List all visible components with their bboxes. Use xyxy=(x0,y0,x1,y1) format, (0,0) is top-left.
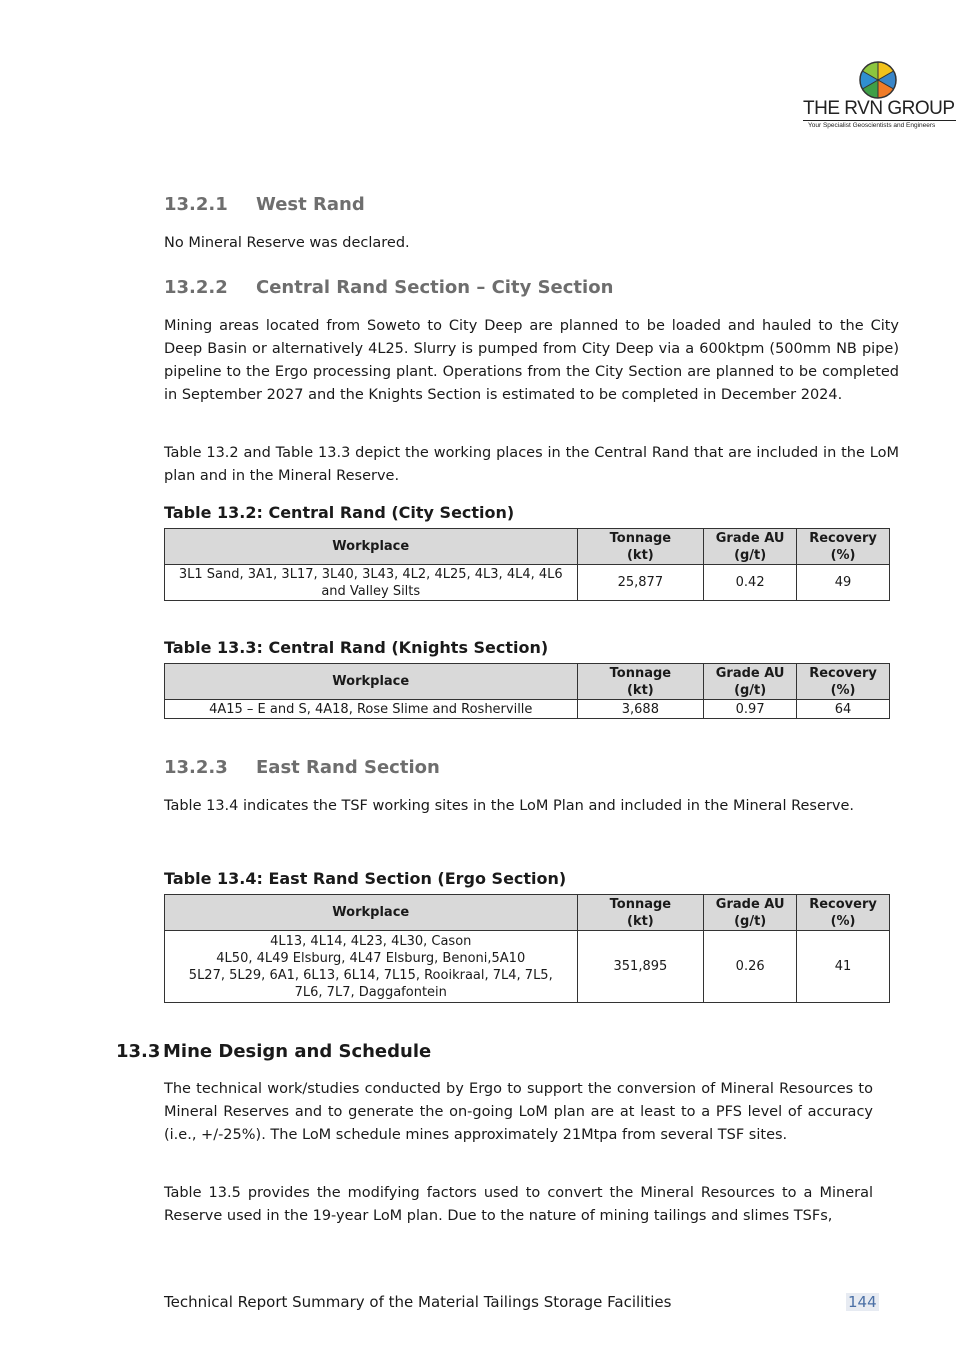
section-number: 13.2.2 xyxy=(164,277,228,298)
header-recovery: Recovery (%) xyxy=(797,664,890,700)
rvn-logo-icon xyxy=(858,60,898,100)
header-grade: Grade AU (g/t) xyxy=(704,664,797,700)
cell-grade: 0.97 xyxy=(704,700,797,719)
page-number: 144 xyxy=(848,1293,877,1311)
heading-13-2-1 xyxy=(164,194,365,215)
header-recovery: Recovery (%) xyxy=(797,529,890,565)
company-logo xyxy=(800,60,960,135)
section-title: Mine Design and Schedule xyxy=(163,1041,432,1062)
table-13-4-caption: Table 13.4: East Rand Section (Ergo Section) xyxy=(164,869,567,888)
cell-recovery: 41 xyxy=(797,931,890,1003)
table-13-2-caption: Table 13.2: Central Rand (City Section) xyxy=(164,503,515,522)
cell-recovery: 49 xyxy=(797,565,890,601)
section-number: 13.3 xyxy=(116,1041,161,1062)
section-title: Central Rand Section – City Section xyxy=(256,277,614,298)
table-row xyxy=(165,565,890,601)
table-13-4 xyxy=(164,894,890,1003)
mine-design-paragraph-1: The technical work/studies conducted by Ergo to support the conversion of Mineral Resources to Mineral Reserves and to generate the on-going LoM plan are at least to a PFS level of accuracy (i.e., +/-25%). The LoM schedule mines approximately 21Mtpa from several TSF sites. xyxy=(164,1081,873,1143)
section-title: West Rand xyxy=(256,194,365,215)
section-number: 13.2.3 xyxy=(164,757,228,778)
section-number: 13.2.1 xyxy=(164,194,228,215)
heading-13-2-2 xyxy=(164,277,613,298)
mine-design-paragraph-2: Table 13.5 provides the modifying factors used to convert the Mineral Resources to a Mineral Reserve used in the 19-year LoM plan. Due to the nature of mining tailings and slimes TSFs, xyxy=(164,1185,873,1224)
central-rand-paragraph-2: Table 13.2 and Table 13.3 depict the working places in the Central Rand that are included in the LoM plan and in the Mineral Reserve. xyxy=(164,445,899,484)
table-13-3-caption: Table 13.3: Central Rand (Knights Section) xyxy=(164,638,549,657)
central-rand-paragraph-1: Mining areas located from Soweto to City Deep are planned to be loaded and hauled to the City Deep Basin or alternatively 4L25. Slurry is pumped from City Deep via a 600ktpm (500mm NB pipe) pipeline to the Ergo processing plant. Operations from the City Section are planned to be completed in September 2027 and the Knights Section is estimated to be completed in December 2024. xyxy=(164,318,899,403)
heading-13-2-3 xyxy=(164,757,440,778)
cell-workplace: 4L13, 4L14, 4L23, 4L30, Cason 4L50, 4L49 Elsburg, 4L47 Elsburg, Benoni,5A10 5L27, 5L29, 6A1, 6L13, 6L14, 7L15, Rooikraal, 7L4, 7L5, 7L6, 7L7, Daggafontein xyxy=(165,931,578,1003)
cell-workplace: 3L1 Sand, 3A1, 3L17, 3L40, 3L43, 4L2, 4L25, 4L3, 4L4, 4L6 and Valley Silts xyxy=(165,565,578,601)
cell-grade: 0.42 xyxy=(704,565,797,601)
section-title: East Rand Section xyxy=(256,757,440,778)
header-tonnage: Tonnage (kt) xyxy=(577,895,704,931)
header-recovery: Recovery (%) xyxy=(797,895,890,931)
logo-brand: THE RVN GROUP xyxy=(803,98,955,119)
footer-title: Technical Report Summary of the Material Tailings Storage Facilities xyxy=(164,1293,672,1311)
logo-tagline: Your Specialist Geoscientists and Engineers xyxy=(808,122,936,129)
east-rand-paragraph: Table 13.4 indicates the TSF working sites in the LoM Plan and included in the Mineral Reserve. xyxy=(164,798,854,814)
header-tonnage: Tonnage (kt) xyxy=(577,529,704,565)
cell-tonnage: 25,877 xyxy=(577,565,704,601)
cell-tonnage: 3,688 xyxy=(577,700,704,719)
table-header-row xyxy=(165,895,890,931)
table-row xyxy=(165,931,890,1003)
cell-grade: 0.26 xyxy=(704,931,797,1003)
heading-13-3 xyxy=(116,1041,431,1062)
header-tonnage: Tonnage (kt) xyxy=(577,664,704,700)
cell-workplace: 4A15 – E and S, 4A18, Rose Slime and Rosherville xyxy=(165,700,578,719)
table-row xyxy=(165,700,890,719)
logo-divider xyxy=(803,120,956,121)
header-grade: Grade AU (g/t) xyxy=(704,895,797,931)
table-13-3 xyxy=(164,663,890,719)
header-workplace: Workplace xyxy=(165,529,578,565)
table-header-row xyxy=(165,529,890,565)
header-grade: Grade AU (g/t) xyxy=(704,529,797,565)
header-workplace: Workplace xyxy=(165,664,578,700)
header-workplace: Workplace xyxy=(165,895,578,931)
table-header-row xyxy=(165,664,890,700)
cell-recovery: 64 xyxy=(797,700,890,719)
cell-tonnage: 351,895 xyxy=(577,931,704,1003)
west-rand-paragraph: No Mineral Reserve was declared. xyxy=(164,235,410,251)
table-13-2 xyxy=(164,528,890,601)
